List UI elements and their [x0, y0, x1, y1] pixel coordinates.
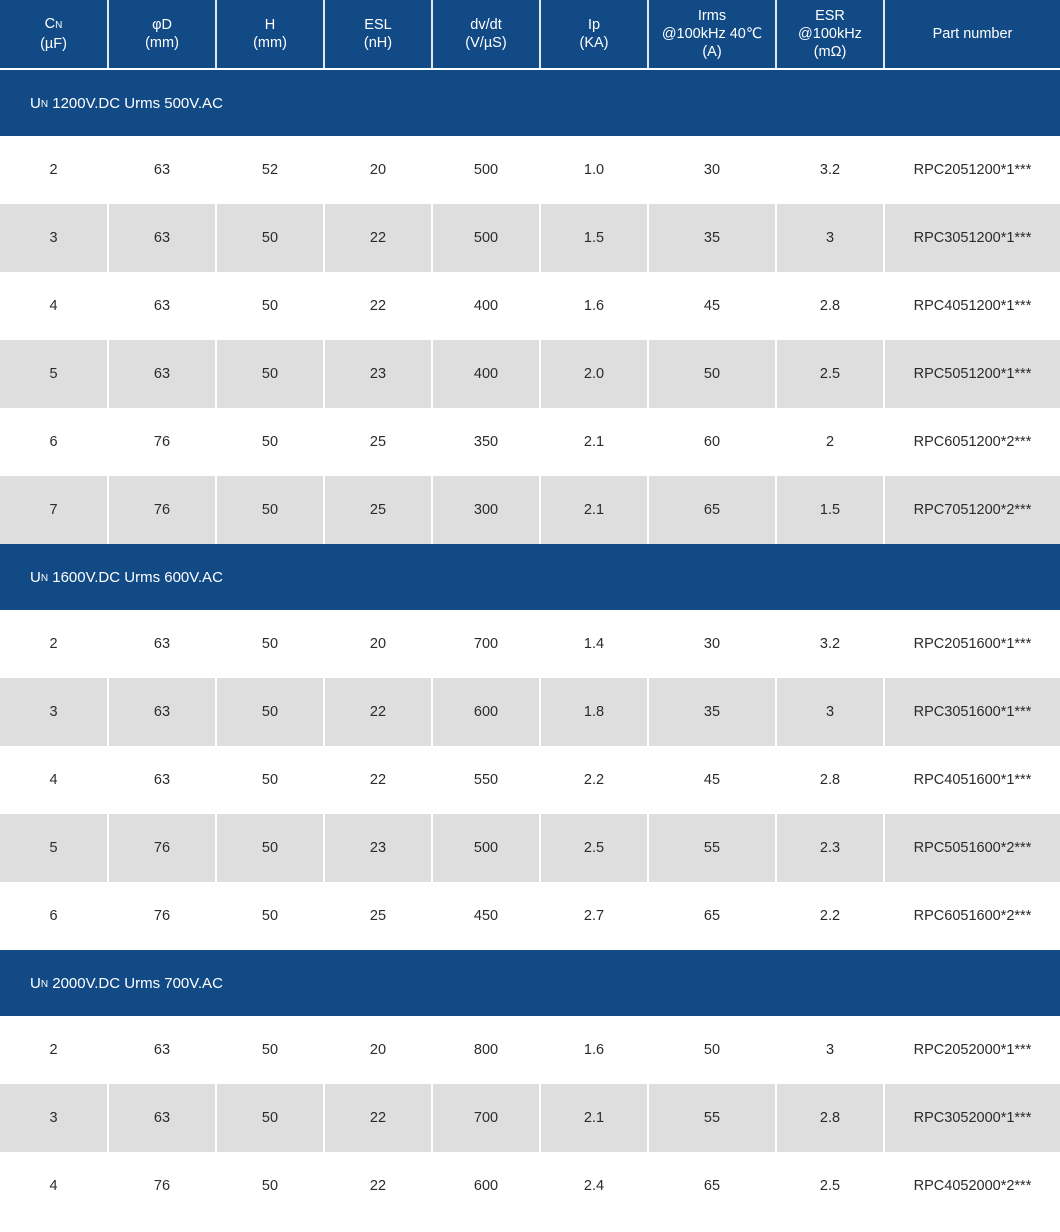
- table-cell: 25: [325, 882, 433, 950]
- header-ip: [541, 0, 649, 68]
- table-cell: 5: [0, 814, 109, 882]
- header-line: (mm): [145, 35, 179, 51]
- table-cell: 63: [109, 272, 217, 340]
- part-number-cell: RPC2052000*1***: [913, 1042, 1032, 1058]
- table-cell: 65: [649, 476, 777, 544]
- part-number-cell: RPC2051200*1***: [913, 162, 1032, 178]
- group-header-row: [0, 544, 1060, 610]
- table-cell: 2.8: [777, 1084, 885, 1152]
- table-cell: 50: [217, 1016, 325, 1084]
- table-cell: 5: [0, 340, 109, 408]
- header-line: ESL: [364, 17, 392, 33]
- table-cell: 30: [649, 136, 777, 204]
- table-cell: 2.5: [777, 340, 885, 408]
- table-row: [0, 814, 1060, 882]
- table-cell: 700: [433, 1084, 541, 1152]
- table-cell: 2.8: [777, 272, 885, 340]
- header-line: Irms: [697, 8, 727, 24]
- table-cell: 50: [649, 1016, 777, 1084]
- group-voltage-subscript: N: [40, 978, 49, 990]
- table-cell: 2.5: [777, 1152, 885, 1220]
- header-dvdt: [433, 0, 541, 68]
- part-number-cell: RPC2051600*1***: [913, 636, 1032, 652]
- table-cell: 22: [325, 678, 433, 746]
- table-cell: 50: [217, 746, 325, 814]
- table-cell: 22: [325, 1152, 433, 1220]
- table-cell: 450: [433, 882, 541, 950]
- part-number-cell: RPC4051600*1***: [913, 772, 1032, 788]
- table-cell: 400: [433, 340, 541, 408]
- header-line: Ip: [587, 17, 601, 33]
- table-cell: 50: [217, 1152, 325, 1220]
- header-diameter: [109, 0, 217, 68]
- group-voltage-subscript: N: [40, 572, 49, 584]
- group-header-row: [0, 70, 1060, 136]
- table-cell: 23: [325, 814, 433, 882]
- table-cell: 2.1: [541, 408, 649, 476]
- header-cn-letter: C: [44, 16, 56, 32]
- header-cn-unit: (µF): [40, 36, 67, 52]
- part-number-cell: RPC3051600*1***: [913, 704, 1032, 720]
- header-part-number: [885, 0, 1060, 68]
- header-esl: [325, 0, 433, 68]
- table-row: [0, 408, 1060, 476]
- part-number-cell: RPC6051200*2***: [913, 434, 1032, 450]
- header-esr: [777, 0, 885, 68]
- header-height: [217, 0, 325, 68]
- table-row: [0, 1016, 1060, 1084]
- table-row: [0, 1084, 1060, 1152]
- table-row: [0, 678, 1060, 746]
- table-row: [0, 476, 1060, 544]
- group-voltage-subscript: N: [40, 98, 49, 110]
- table-cell: 35: [649, 204, 777, 272]
- table-cell: 50: [217, 814, 325, 882]
- table-cell: 3.2: [777, 610, 885, 678]
- table-cell: 76: [109, 408, 217, 476]
- table-cell: 50: [217, 408, 325, 476]
- table-cell: 63: [109, 1084, 217, 1152]
- table-cell: 3: [0, 678, 109, 746]
- table-cell: 63: [109, 610, 217, 678]
- table-cell: 45: [649, 272, 777, 340]
- table-cell: 3: [777, 678, 885, 746]
- header-line: (V/µS): [465, 35, 507, 51]
- table-cell: 22: [325, 272, 433, 340]
- table-cell: 4: [0, 272, 109, 340]
- table-cell: 3: [777, 204, 885, 272]
- table-cell: 500: [433, 204, 541, 272]
- table-cell: 50: [217, 1084, 325, 1152]
- table-row: [0, 1152, 1060, 1220]
- table-cell: 25: [325, 408, 433, 476]
- table-cell: 3: [0, 204, 109, 272]
- table-cell: 63: [109, 136, 217, 204]
- table-cell: 50: [217, 678, 325, 746]
- table-cell: 63: [109, 204, 217, 272]
- table-cell: 20: [325, 610, 433, 678]
- header-line: H: [264, 17, 276, 33]
- table-cell: 76: [109, 882, 217, 950]
- table-cell: 1.6: [541, 1016, 649, 1084]
- table-cell: 55: [649, 1084, 777, 1152]
- part-number-cell: RPC4052000*2***: [913, 1178, 1032, 1194]
- table-cell: 63: [109, 340, 217, 408]
- group-label: 2000V.DC Urms 700V.AC: [52, 974, 223, 992]
- table-cell: 2.1: [541, 476, 649, 544]
- part-number-cell: RPC4051200*1***: [913, 298, 1032, 314]
- table-row: [0, 272, 1060, 340]
- table-cell: 7: [0, 476, 109, 544]
- table-cell: 600: [433, 678, 541, 746]
- table-cell: 25: [325, 476, 433, 544]
- header-line: dv/dt: [470, 17, 502, 33]
- group-voltage-symbol: U: [30, 568, 41, 586]
- table-cell: 63: [109, 678, 217, 746]
- table-cell: 350: [433, 408, 541, 476]
- part-number-cell: RPC5051200*1***: [913, 366, 1032, 382]
- table-cell: 63: [109, 746, 217, 814]
- table-cell: 76: [109, 814, 217, 882]
- table-cell: 50: [217, 882, 325, 950]
- header-line: @100kHz: [798, 26, 862, 42]
- table-cell: 50: [217, 610, 325, 678]
- header-irms: [649, 0, 777, 68]
- table-cell: 1.4: [541, 610, 649, 678]
- table-cell: 1.6: [541, 272, 649, 340]
- header-line: ESR: [815, 8, 845, 24]
- table-cell: 2.2: [541, 746, 649, 814]
- table-cell: 550: [433, 746, 541, 814]
- table-cell: 50: [217, 476, 325, 544]
- header-cn-subscript: N: [55, 20, 63, 31]
- table-cell: 2.4: [541, 1152, 649, 1220]
- table-cell: 3.2: [777, 136, 885, 204]
- table-cell: 55: [649, 814, 777, 882]
- part-number-cell: RPC6051600*2***: [913, 908, 1032, 924]
- table-cell: 60: [649, 408, 777, 476]
- header-line: Part number: [932, 26, 1013, 42]
- part-number-cell: RPC3051200*1***: [913, 230, 1032, 246]
- table-cell: 1.0: [541, 136, 649, 204]
- header-line: (mm): [253, 35, 287, 51]
- table-body: [0, 70, 1060, 1220]
- group-label: 1600V.DC Urms 600V.AC: [52, 568, 223, 586]
- table-cell: 300: [433, 476, 541, 544]
- header-line: φD: [152, 17, 172, 33]
- table-row: [0, 882, 1060, 950]
- table-cell: 22: [325, 204, 433, 272]
- table-cell: 76: [109, 476, 217, 544]
- table-cell: 2: [0, 1016, 109, 1084]
- table-header-row: [0, 0, 1060, 70]
- table-cell: 65: [649, 882, 777, 950]
- table-cell: 63: [109, 1016, 217, 1084]
- table-cell: 23: [325, 340, 433, 408]
- table-cell: 2: [777, 408, 885, 476]
- table-cell: 2: [0, 136, 109, 204]
- header-line: @100kHz 40℃: [661, 26, 763, 42]
- table-cell: 800: [433, 1016, 541, 1084]
- table-cell: 2.5: [541, 814, 649, 882]
- table-cell: 35: [649, 678, 777, 746]
- table-cell: 700: [433, 610, 541, 678]
- table-cell: 400: [433, 272, 541, 340]
- table-cell: 20: [325, 1016, 433, 1084]
- table-cell: 76: [109, 1152, 217, 1220]
- table-cell: 22: [325, 746, 433, 814]
- table-cell: 65: [649, 1152, 777, 1220]
- table-cell: 6: [0, 882, 109, 950]
- part-number-cell: RPC7051200*2***: [913, 502, 1032, 518]
- header-cn: [0, 0, 109, 68]
- table-cell: 4: [0, 1152, 109, 1220]
- part-number-cell: RPC5051600*2***: [913, 840, 1032, 856]
- table-row: [0, 340, 1060, 408]
- table-cell: 45: [649, 746, 777, 814]
- table-cell: 50: [217, 204, 325, 272]
- table-cell: 600: [433, 1152, 541, 1220]
- table-cell: 22: [325, 1084, 433, 1152]
- table-cell: 1.5: [541, 204, 649, 272]
- header-cn-symbol: [45, 15, 63, 35]
- table-cell: 1.8: [541, 678, 649, 746]
- part-number-cell: RPC3052000*1***: [913, 1110, 1032, 1126]
- table-row: [0, 204, 1060, 272]
- table-cell: 6: [0, 408, 109, 476]
- table-cell: 3: [777, 1016, 885, 1084]
- table-cell: 2.8: [777, 746, 885, 814]
- table-row: [0, 136, 1060, 204]
- header-line: (nH): [363, 35, 393, 51]
- table-cell: 3: [0, 1084, 109, 1152]
- table-cell: 1.5: [777, 476, 885, 544]
- table-cell: 50: [217, 272, 325, 340]
- table-cell: 50: [217, 340, 325, 408]
- group-voltage-symbol: U: [30, 974, 41, 992]
- table-cell: 2.2: [777, 882, 885, 950]
- group-label: 1200V.DC Urms 500V.AC: [52, 94, 223, 112]
- header-line: (A): [702, 44, 722, 60]
- table-row: [0, 610, 1060, 678]
- table-cell: 30: [649, 610, 777, 678]
- group-header-row: [0, 950, 1060, 1016]
- table-row: [0, 746, 1060, 814]
- table-cell: 4: [0, 746, 109, 814]
- table-cell: 2.1: [541, 1084, 649, 1152]
- table-cell: 2.3: [777, 814, 885, 882]
- table-cell: 52: [217, 136, 325, 204]
- table-cell: 2: [0, 610, 109, 678]
- table-cell: 50: [649, 340, 777, 408]
- group-voltage-symbol: U: [30, 94, 41, 112]
- table-cell: 20: [325, 136, 433, 204]
- table-cell: 2.7: [541, 882, 649, 950]
- table-cell: 2.0: [541, 340, 649, 408]
- header-line: (mΩ): [813, 44, 847, 60]
- header-line: (KA): [579, 35, 609, 51]
- table-cell: 500: [433, 136, 541, 204]
- table-cell: 500: [433, 814, 541, 882]
